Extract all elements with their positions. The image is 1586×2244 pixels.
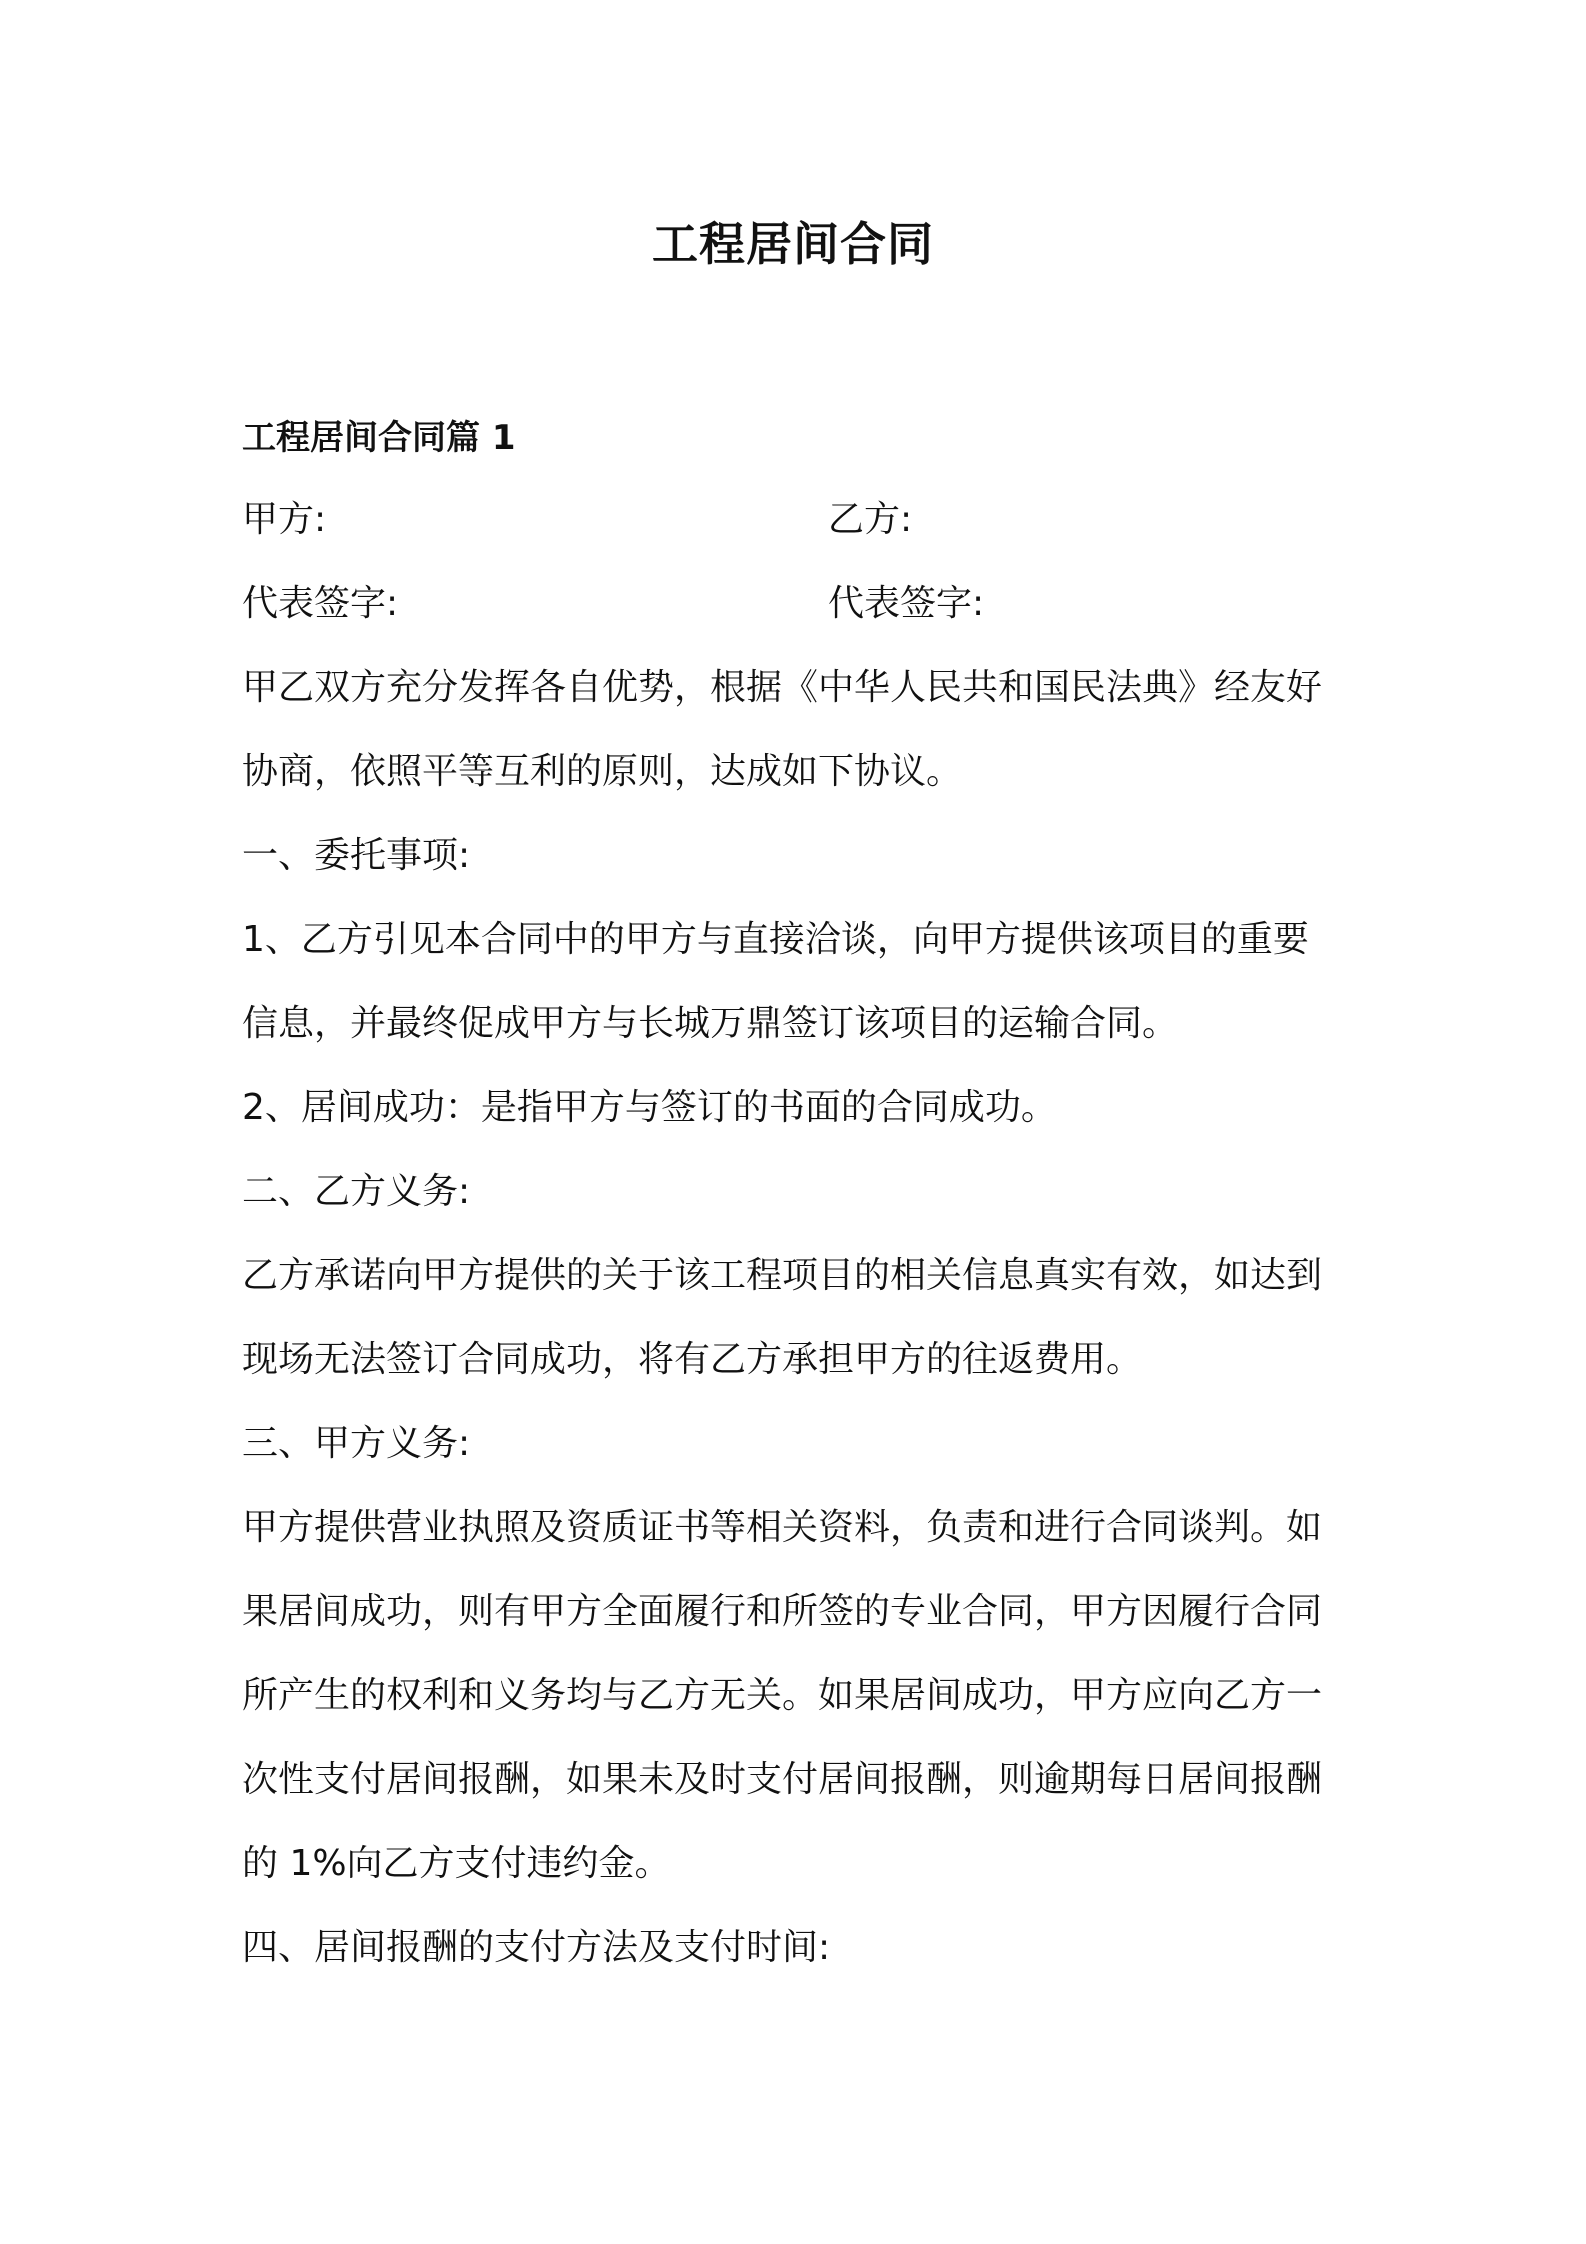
party-b-sign-label: 代表签字: <box>828 583 985 624</box>
section-title: 工程居间合同篇 1 <box>242 418 516 458</box>
body-line: 2、居间成功：是指甲方与签订的书面的合同成功。 <box>242 1087 1057 1128</box>
body-line: 甲方提供营业执照及资质证书等相关资料，负责和进行合同谈判。如 <box>242 1507 1323 1548</box>
body-line: 协商，依照平等互利的原则，达成如下协议。 <box>242 751 963 792</box>
party-a-sign-label: 代表签字: <box>242 583 399 624</box>
clause-heading: 一、委托事项: <box>242 835 471 876</box>
clause-heading: 二、乙方义务: <box>242 1171 471 1212</box>
party-b-label: 乙方: <box>828 499 913 540</box>
clause-heading: 四、居间报酬的支付方法及支付时间: <box>242 1927 831 1968</box>
party-a-label: 甲方: <box>242 499 327 540</box>
body-line: 1、乙方引见本合同中的甲方与直接洽谈，向甲方提供该项目的重要 <box>242 919 1309 960</box>
body-line: 的 1%向乙方支付违约金。 <box>242 1843 671 1884</box>
body-line: 乙方承诺向甲方提供的关于该工程项目的相关信息真实有效，如达到 <box>242 1255 1323 1296</box>
body-line: 果居间成功，则有甲方全面履行和所签的专业合同，甲方因履行合同 <box>242 1591 1323 1632</box>
body-line: 所产生的权利和义务均与乙方无关。如果居间成功，甲方应向乙方一 <box>242 1675 1323 1716</box>
body-line: 甲乙双方充分发挥各自优势，根据《中华人民共和国民法典》经友好 <box>242 667 1323 708</box>
body-line: 次性支付居间报酬，如果未及时支付居间报酬，则逾期每日居间报酬 <box>242 1759 1323 1800</box>
document-title: 工程居间合同 <box>652 217 934 271</box>
clause-heading: 三、甲方义务: <box>242 1423 471 1464</box>
body-line: 信息，并最终促成甲方与长城万鼎签订该项目的运输合同。 <box>242 1003 1179 1044</box>
body-line: 现场无法签订合同成功，将有乙方承担甲方的往返费用。 <box>242 1339 1143 1380</box>
